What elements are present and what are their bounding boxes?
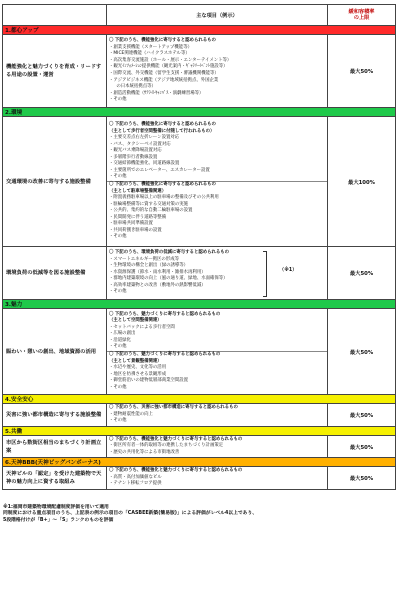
- list-item: ・地区を彷彿させる景観形成: [109, 371, 167, 377]
- list-item: ・観光ｲﾝﾌｫﾒｰｼｮﾝ提供機能（観光案内・ｷﾞｬﾗﾘｰｲﾍﾞﾝﾄ施設等）: [109, 64, 228, 70]
- list-item: ・バス、タクシーベイ設置対応: [109, 141, 171, 147]
- row-4-limit: 最大50%: [328, 309, 396, 395]
- row-3-category: 環境負荷の低減等を図る施設整備: [3, 247, 107, 300]
- list-item: ・観光バス乗降場設置対応: [109, 148, 162, 154]
- row-4: [3, 309, 396, 395]
- list-item: ・駐車場共同準備設置: [109, 221, 153, 227]
- list-item: ・交通結節機能強化、同道路線設置: [109, 161, 180, 167]
- footnote-line-3: 5段階格付けが「B+」〜「S」ランクのものを評価: [3, 517, 114, 523]
- section-3: 3.魅力: [3, 300, 396, 309]
- list-item: ・その他: [109, 97, 127, 103]
- list-item: ・水辺や歴史、文化等の活用: [109, 365, 167, 371]
- item-heading: 〇 下記のうち、機能強化に寄与すると認められるもの: [109, 122, 216, 128]
- list-item: ・その他: [109, 344, 127, 350]
- section-4: 4.安全安心: [3, 395, 396, 404]
- list-item: ・多層階歩行者動線設置: [109, 154, 158, 160]
- footnote-line-1: ※1:福岡市建築物環境配慮制度評価を用いて適用: [3, 505, 109, 510]
- header-category: [3, 5, 107, 26]
- list-item: ・生物環境の構全と創出（緑の誘導等）: [109, 263, 189, 269]
- row-2-category: 交通環境の改善に寄与する施設整備: [3, 117, 107, 247]
- list-item: ・御堂筋沿いの建物低層部商業空間設置: [109, 378, 189, 384]
- list-item: ・高次集客交流施設（ホール・展示・エンターテイメント等）: [109, 57, 232, 63]
- item-heading: 〇 下記のうち、災害に強い都市構造に寄与すると認められるもの: [109, 405, 238, 411]
- list-item: ・歴史の共用化等による市街地改善: [109, 449, 180, 455]
- item-heading: （主として景観整備関連）: [109, 358, 162, 364]
- list-item: ・広場の創出: [109, 331, 136, 337]
- list-item: ・その他: [109, 418, 127, 424]
- section-5: 5.共働: [3, 427, 396, 436]
- list-item: ・沿道緑化: [109, 337, 131, 343]
- row-4-category: 賑わい・憩いの創出、地域資源の活用: [3, 309, 107, 395]
- item-heading: 〇 下記のうち、魅力づくりに寄与すると認められるもの: [109, 352, 221, 357]
- list-item: ・MICE関連機能（ハイクラスホテル等）: [109, 51, 190, 57]
- item-heading: （主として空間整備関連）: [109, 318, 162, 324]
- list-item: ・アジアビジネス機能（アジア地域統括拠点、外国企業: [109, 77, 219, 83]
- list-item: ・街区所有者一体的取組等の連携したまちづくり計画策定: [109, 443, 224, 449]
- row-7-items: [107, 467, 328, 490]
- list-item: ・公共的、集約的な自動二輪駐車場の設置: [109, 208, 193, 214]
- bonus-table-wrapper: [2, 4, 395, 524]
- bonus-table: [2, 4, 396, 490]
- list-item: ・附置義務駐車場以上の駐車場の整備及びその公共利用: [109, 195, 219, 201]
- list-item: ・その他: [109, 174, 127, 180]
- list-item: ・スマートエネルギー拠区の形成等: [109, 256, 179, 262]
- row-3-limit: 最大50%: [328, 247, 396, 300]
- row-5-limit: 最大50%: [328, 404, 396, 427]
- list-item: ・主要交差点右左折レーン設置対応: [109, 135, 180, 141]
- list-item: ・セットバックによる歩行者空間: [109, 324, 175, 330]
- row-6-category: 市区から数街区相当のまちづくり計画立案: [3, 436, 107, 458]
- list-item: ・群地内建築環境の向上（風の通り道、緑地、水面確保等）: [109, 276, 228, 282]
- item-heading: 〇 下記のうち、機能強化と魅力づくりに寄与すると認められるもの: [109, 436, 243, 442]
- row-5-category: 災害に強い都市構造に寄与する施設整備: [3, 404, 107, 427]
- row-5-items: [107, 404, 328, 427]
- row-2-limit: 最大100%: [328, 117, 396, 247]
- row-5: [3, 404, 396, 427]
- row-6-limit: 最大50%: [328, 436, 396, 458]
- list-item: ・創造活動機能（ｻﾃﾗｲﾄｷｬﾝﾊﾟｽ・演劇練習場等）: [109, 90, 204, 96]
- list-item: ・水資源保護（節水・雨水利用・雑排水再利用）: [109, 269, 206, 275]
- list-item: ・その他: [109, 234, 127, 240]
- list-item: ・テナント移転フロア提供: [109, 481, 162, 487]
- header-limit: 緩和容積率 の上限: [328, 5, 396, 26]
- note-marker: （※1）: [279, 268, 297, 273]
- item-heading: （主として駐車場整備関連）: [109, 188, 167, 194]
- list-item: ・国際交流、外交機能（留学生支援・審議機関機能等）: [109, 71, 219, 76]
- row-7-category: 天神ビルの「認定」を受けた建築物で天神の魅力向上に資する取組み: [3, 467, 107, 490]
- item-heading: 〇 下記のうち、機能強化に寄与すると認められるもの: [109, 38, 216, 44]
- table-header: [3, 5, 396, 26]
- row-1-category: 機能強化と魅力づくりを育成・リードする用途の設置・運営: [3, 35, 107, 108]
- row-3-items: [107, 247, 328, 300]
- row-4-items: [107, 309, 328, 395]
- list-item: ・建物耐震性能の向上: [109, 411, 153, 417]
- row-6-items: [107, 436, 328, 458]
- list-item: ・その他: [109, 384, 127, 390]
- row-7: [3, 467, 396, 490]
- list-item: の日本統括拠点等）: [112, 84, 156, 90]
- row-2-items: [107, 117, 328, 247]
- list-item: ・高効率建築物との改善（敷地外の熱影響低減）: [109, 282, 206, 288]
- row-1: [3, 35, 396, 108]
- footnote-line-2: 同制度における重点項目のうち、上記表の例示の項目の「CASBEE新築(簡易版)」による評価がレベル4以上であり、: [3, 511, 258, 517]
- item-heading: 〇 下記のうち、機能強化に寄与すると認められるもの: [109, 182, 216, 187]
- list-item: ・民間開発に伴う道路等整備: [109, 214, 167, 220]
- section-6: 6.天神BBB(天神ビッグバンボーナス): [3, 458, 396, 467]
- list-item: ・その他: [109, 289, 127, 295]
- list-item: ・主要箇所でのエレベーター、エスカレーター設置: [109, 167, 210, 173]
- list-item: ・共同荷捌き駐車場の設置: [109, 227, 162, 233]
- list-item: ・創業支援機能（スタートアップ機能等）: [109, 44, 192, 50]
- row-2: [3, 117, 396, 247]
- item-heading: 〇 下記のうち、魅力づくりに寄与すると認められるもの: [109, 311, 221, 317]
- row-1-items: [107, 35, 328, 108]
- row-6: [3, 436, 396, 458]
- section-1: 1.都心アップ: [3, 26, 396, 35]
- item-heading: （主として歩行者空間整備に付随して行われるもの）: [109, 128, 215, 134]
- section-2: 2.環境: [3, 108, 396, 117]
- list-item: ・駐輪場整備等に資する交通対策の実施: [109, 201, 189, 207]
- row-3: [3, 247, 396, 300]
- header-items: 主な項目（例示）: [107, 5, 328, 26]
- bracket-line: [263, 251, 267, 297]
- footnote: [3, 505, 395, 524]
- row-1-limit: 最大50%: [328, 35, 396, 108]
- list-item: ・高質・高付加価値なビル: [109, 474, 162, 480]
- row-7-limit: 最大50%: [328, 467, 396, 490]
- item-heading: 〇 下記のうち、環境負荷の低減に寄与すると認められるもの: [109, 250, 230, 256]
- item-heading: 〇 下記のうち、機能強化と魅力づくりに寄与すると認められるもの: [109, 468, 243, 474]
